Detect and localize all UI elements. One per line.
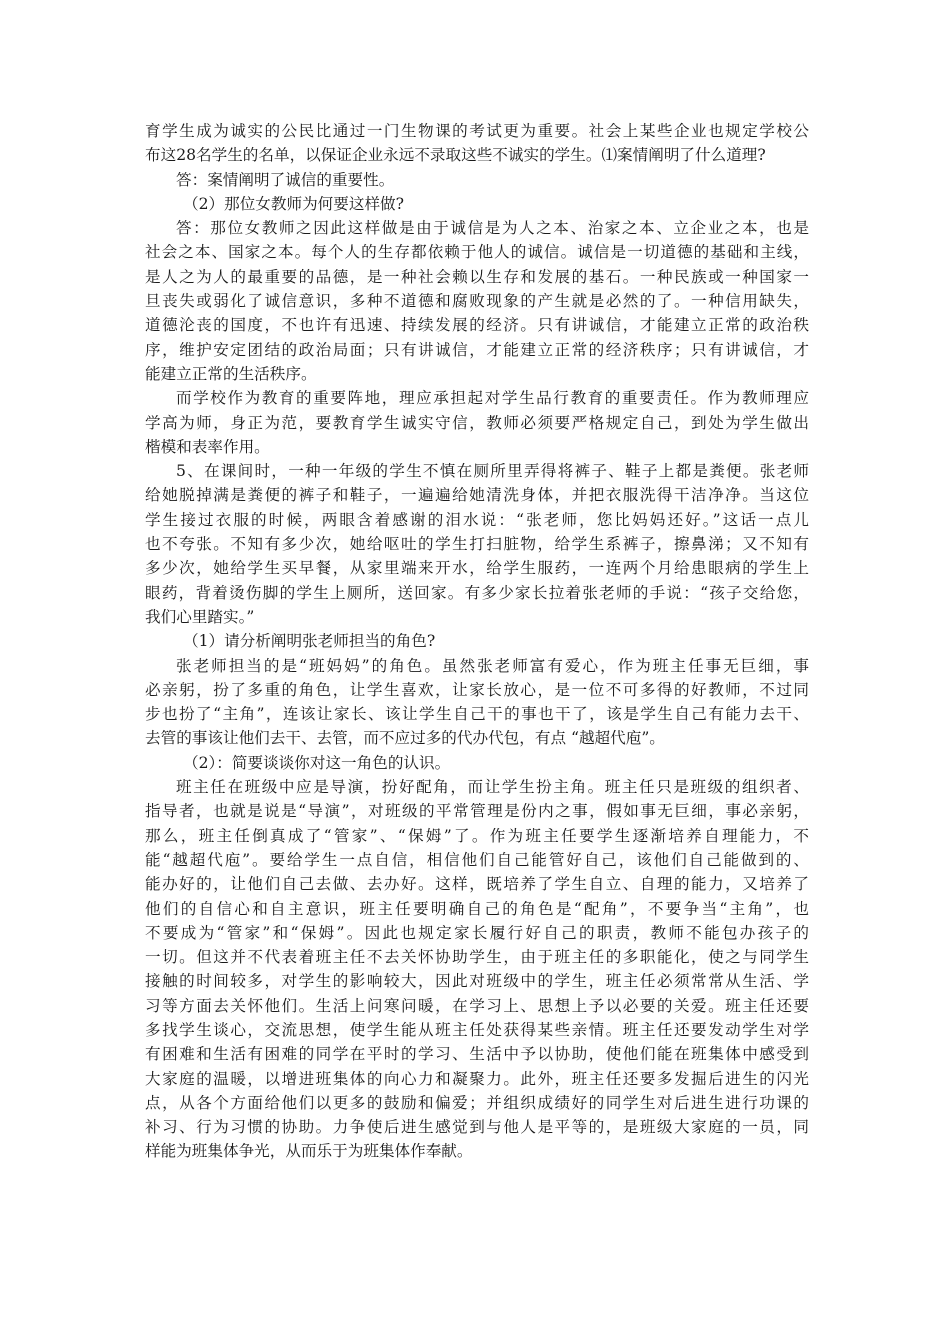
text-line: 必亲躬，扮了多重的角色，让学生喜欢，让家长放心，是一位不可多得的好教师，不过同 (145, 680, 809, 699)
text-line: 旦丧失或弱化了诚信意识，多种不道德和腐败现象的产生就是必然的了。一种信用缺失， (145, 292, 809, 311)
paragraph (145, 775, 809, 1164)
text-line: 去管的事该让他们去干、去管，而不应过多的代办代包，有点 “越超代庖”。 (145, 729, 665, 748)
text-line: 步也扮了“主角”，连该让家长、该让学生自己干的事也干了，该是学生自己有能力去干、 (145, 705, 809, 724)
text-line: 样能为班集体争光，从而乐于为班集体作奉献。 (145, 1142, 473, 1161)
text-line: 习等方面去关怀他们。生活上问寒问暖，在学习上、思想上予以必要的关爱。班主任还要 (145, 996, 809, 1015)
paragraph (145, 216, 809, 386)
text-line: 5、在课间时，一种一年级的学生不慎在厕所里弄得将裤子、鞋子上都是粪便。张老师 (176, 462, 809, 481)
text-line: 楷模和表率作用。 (145, 437, 270, 456)
paragraph (145, 192, 809, 216)
text-line: 多找学生谈心，交流思想，使学生能从班主任处获得某些亲情。班主任还要发动学生对学 (145, 1020, 809, 1039)
document-body (145, 119, 809, 1164)
text-line: （2）：简要谈谈你对这一角色的认识。 (183, 753, 451, 772)
text-line: 他们的自信心和自主意识，班主任要明确自己的角色是“配角”，不要争当“主角”，也 (145, 899, 809, 918)
text-line: 能“越超代庖”。要给学生一点自信，相信他们自己能管好自己，该他们自己能做到的、 (145, 850, 809, 869)
text-line: 补习、行为习惯的协助。力争使后进生感觉到与他人是平等的，是班级大家庭的一员，同 (145, 1118, 809, 1137)
paragraph (145, 751, 809, 775)
text-line: 学高为师，身正为范，要教育学生诚实守信，教师必须要严格规定自己，到处为学生做出 (145, 413, 809, 432)
paragraph (145, 119, 809, 168)
text-line: 大家庭的温暖，以增进班集体的向心力和凝聚力。此外，班主任还要多发掘后进生的闪光 (145, 1069, 809, 1088)
text-line: （1）请分析阐明张老师担当的角色? (183, 632, 436, 651)
text-line: 道德沦丧的国度，不也许有迅速、持续发展的经济。只有讲诚信，才能建立正常的政治秩 (145, 316, 809, 335)
text-line: 不要成为“管家”和“保姆”。因此也规定家长履行好自己的职责，教师不能包办孩子的 (145, 923, 809, 942)
text-line: 班主任在班级中应是导演，扮好配角，而让学生扮主角。班主任只是班级的组织者、 (176, 778, 809, 797)
text-line: 社会之本、国家之本。每个人的生存都依赖于他人的诚信。诚信是一切道德的基础和主线， (145, 243, 809, 262)
text-line: 那么，班主任倒真成了“管家”、“保姆”了。作为班主任要学生逐渐培养自理能力，不 (145, 826, 809, 845)
text-line: （2）那位女教师为何要这样做? (183, 194, 405, 213)
text-line: 也不夸张。不知有多少次，她给呕吐的学生打扫脏物，给学生系裤子，擦鼻涕；又不知有 (145, 535, 809, 554)
text-line: 多少次，她给学生买早餐，从家里端来开水，给学生服药，一连两个月给患眼病的学生上 (145, 559, 809, 578)
text-line: 答：案情阐明了诚信的重要性。 (176, 170, 395, 189)
text-line: 点，从各个方面给他们以更多的鼓励和偏爱；并组织成绩好的同学生对后进生进行功课的 (145, 1093, 809, 1112)
paragraph (145, 168, 809, 192)
text-line: 育学生成为诚实的公民比通过一门生物课的考试更为重要。社会上某些企业也规定学校公 (145, 122, 809, 140)
paragraph (145, 629, 809, 653)
text-line: 能办好的，让他们自己去做、去办好。这样，既培养了学生自立、自理的能力，又培养了 (145, 875, 809, 894)
text-line: 序，维护安定团结的政治局面；只有讲诚信，才能建立正常的经济秩序；只有讲诚信，才 (145, 340, 809, 359)
text-line: 有困难和生活有困难的同学在平时的学习、生活中予以协助，使他们能在班集体中感受到 (145, 1045, 809, 1064)
paragraph (145, 654, 809, 751)
text-line: 我们心里踏实。” (145, 607, 255, 626)
text-line: 学生接过衣服的时候，两眼含着感谢的泪水说：“张老师，您比妈妈还好。”这话一点儿 (145, 510, 809, 529)
text-line: 能建立正常的生活秩序。 (145, 364, 317, 383)
text-line: 一切。但这并不代表着班主任不去关怀协助学生，由于班主任的多职能化，使之与同学生 (145, 948, 809, 967)
text-line: 答：那位女教师之因此这样做是由于诚信是为人之本、治家之本、立企业之本，也是 (176, 219, 809, 238)
paragraph (145, 459, 809, 629)
paragraph (145, 386, 809, 459)
text-line: 而学校作为教育的重要阵地，理应承担起对学生品行教育的重要责任。作为教师理应 (176, 389, 809, 408)
text-line: 布这28名学生的名单，以保证企业永远不录取这些不诚实的学生。⑴案情阐明了什么道理? (145, 146, 766, 165)
text-line: 给她脱掉满是粪便的裤子和鞋子，一遍遍给她清洗身体，并把衣服洗得干洁净净。当这位 (145, 486, 809, 505)
text-line: 张老师担当的是“班妈妈”的角色。虽然张老师富有爱心，作为班主任事无巨细，事 (176, 656, 809, 675)
text-line: 指导者，也就是说是“导演”，对班级的平常管理是份内之事，假如事无巨细，事必亲躬， (145, 802, 809, 821)
text-line: 是人之为人的最重要的品德，是一种社会赖以生存和发展的基石。一种民族或一种国家一 (145, 267, 809, 286)
text-line: 眼药，背着烫伤脚的学生上厕所，送回家。有多少家长拉着张老师的手说：“孩子交给您， (145, 583, 809, 602)
text-line: 接触的时间较多，对学生的影响较大，因此对班级中的学生，班主任必须常常从生活、学 (145, 972, 809, 991)
